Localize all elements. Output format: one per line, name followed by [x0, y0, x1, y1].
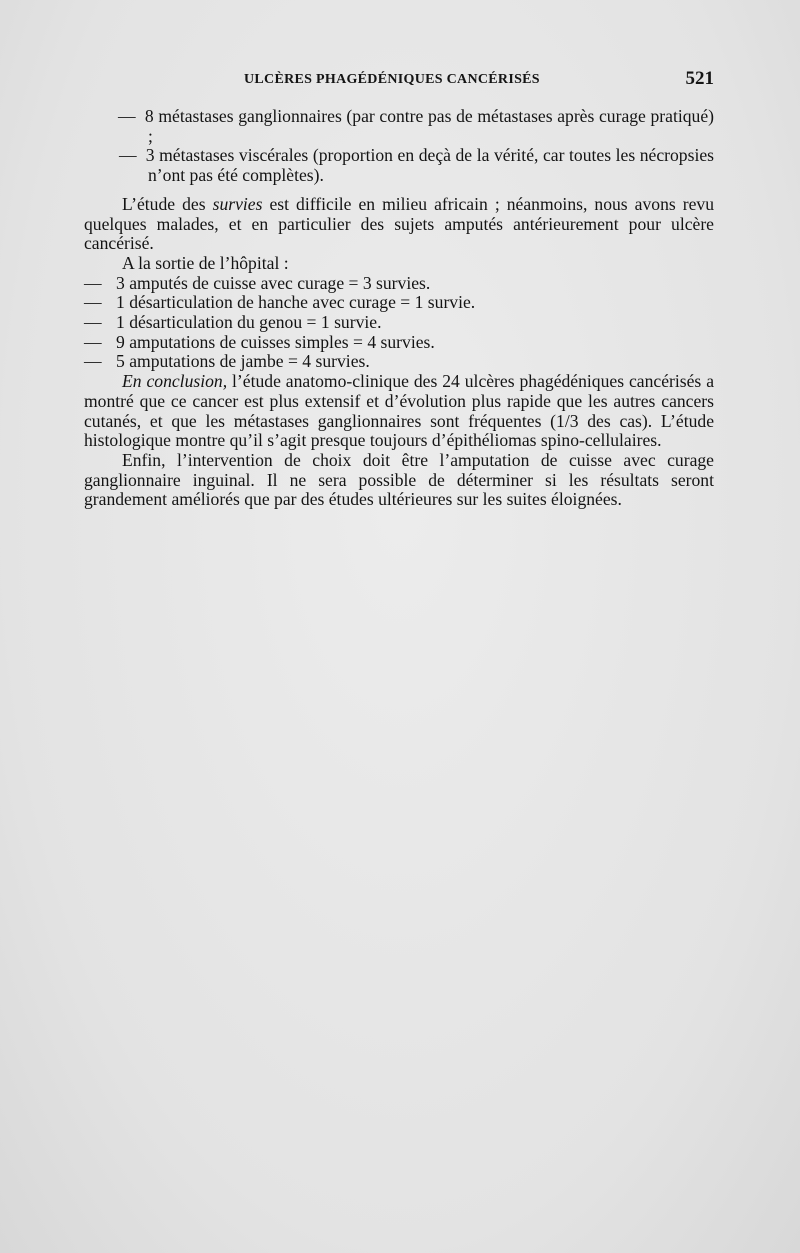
survival-emphasis: survies	[212, 193, 263, 214]
conclusion-paragraph	[84, 372, 714, 451]
list-item	[84, 313, 714, 333]
survival-list	[84, 274, 714, 373]
conclusion-emphasis: En conclusion,	[122, 371, 228, 392]
metastasis-text: 8 métastases ganglionnaires (par contre pas de métastases après curage pratiqué) ;	[144, 106, 715, 146]
list-item	[84, 333, 714, 353]
page-number: 521	[685, 68, 714, 89]
dash: —	[84, 292, 102, 313]
final-paragraph: Enfin, l’intervention de choix doit être l’amputation de cuisse avec curage ganglionnaire inguinal. Il ne sera possible de déterminer si les résultats seront grandement améliorés que par des études ultérieures sur les suites éloignées.	[84, 449, 714, 510]
dash: —	[84, 272, 102, 293]
metastasis-item-visceral	[84, 146, 714, 185]
dash: —	[118, 106, 136, 126]
list-item-text: 3 amputés de cuisse avec curage = 3 survies.	[116, 272, 431, 293]
survival-suffix: est difficile en milieu africain ; néanmoins, nous avons revu quelques malades, et en particulier des sujets amputés antérieurement pour ulcère cancérisé.	[84, 193, 714, 254]
metastasis-text: 3 métastases viscérales (proportion en deçà de la vérité, car toutes les nécropsies n’ont pas été complètes).	[145, 145, 714, 186]
list-item	[84, 274, 714, 294]
list-item-text: 5 amputations de jambe = 4 survies.	[116, 351, 370, 372]
list-item	[84, 352, 714, 372]
list-item-text: 1 désarticulation du genou = 1 survie.	[116, 312, 382, 333]
survival-prefix: L’étude des	[122, 193, 213, 214]
list-item-text: 1 désarticulation de hanche avec curage = 1 survie.	[116, 292, 476, 313]
dash: —	[84, 331, 102, 352]
dash: —	[84, 312, 102, 333]
discharge-heading: A la sortie de l’hôpital :	[122, 252, 289, 273]
list-item	[84, 293, 714, 313]
dash: —	[119, 145, 137, 166]
survival-paragraph	[84, 195, 714, 254]
dash: —	[84, 351, 102, 372]
running-title: ULCÈRES PHAGÉDÉNIQUES CANCÉRISÉS	[244, 72, 540, 87]
list-item-text: 9 amputations de cuisses simples = 4 survies.	[116, 331, 435, 352]
body-text	[84, 107, 714, 510]
metastasis-item-lymph	[84, 107, 714, 146]
running-head	[80, 70, 720, 94]
conclusion-text: l’étude anatomo-clinique des 24 ulcères phagédéniques cancérisés a montré que ce cancer est plus extensif et d’évolution plus rapide que les autres cancers cutanés, et que les métastases ganglionnaires sont fréquentes (1/3 des cas). L’étude histologique montre qu’il s’agit presque toujours d’épithéliomas spino-cellulaires.	[84, 371, 714, 451]
